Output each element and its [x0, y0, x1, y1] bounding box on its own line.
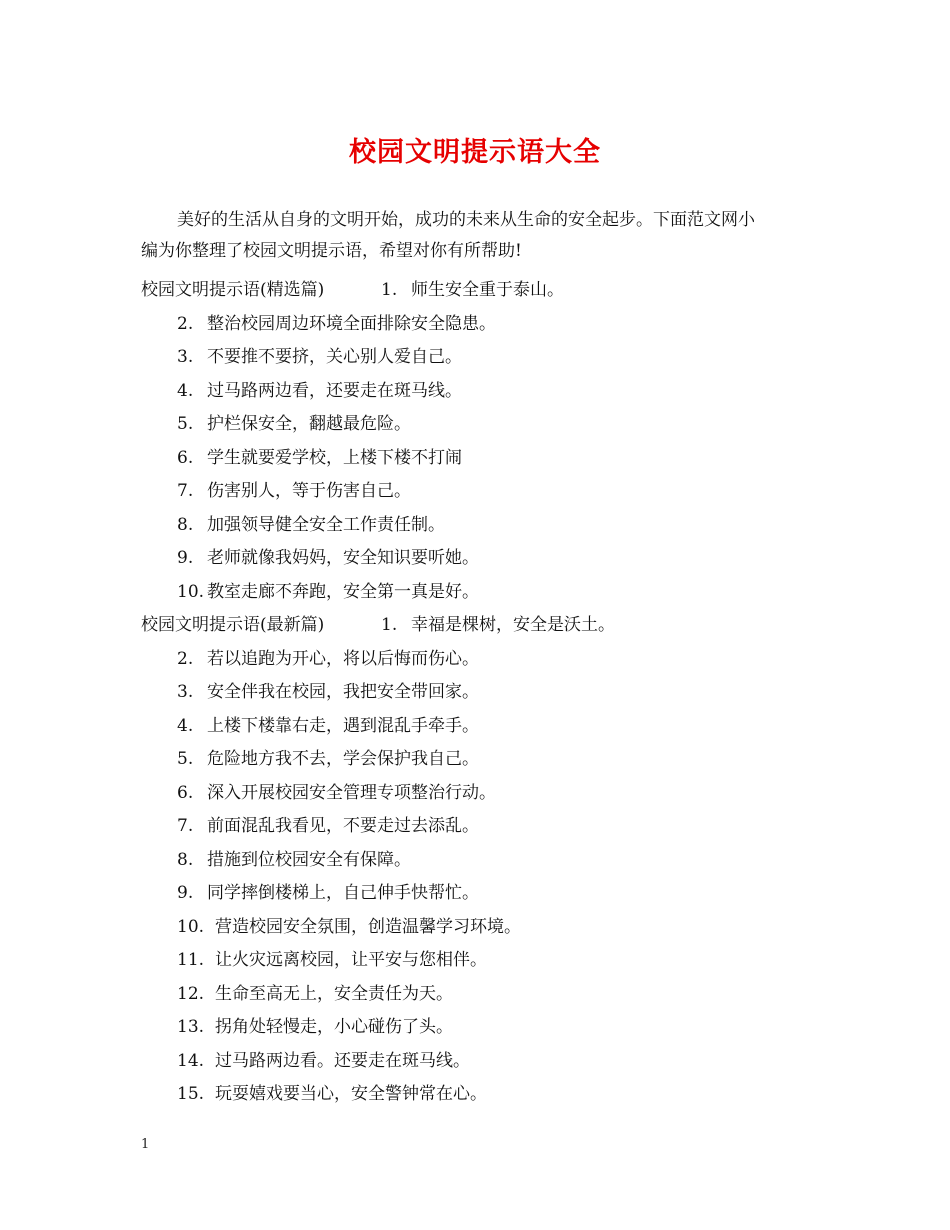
list-item: 14. 过马路两边看。还要走在斑马线。 — [177, 1050, 470, 1071]
list-item: 6. 学生就要爱学校，上楼下楼不打闹 — [177, 447, 462, 468]
list-item: 10. 营造校园安全氛围，创造温馨学习环境。 — [177, 916, 521, 937]
list-item: 9. 老师就像我妈妈，安全知识要听她。 — [177, 548, 479, 568]
page-number: 1 — [141, 1137, 150, 1152]
list-item: 13. 拐角处轻慢走，小心碰伤了头。 — [177, 1017, 453, 1037]
list-item: 8. 措施到位校园安全有保障。 — [177, 849, 411, 870]
section-selected — [141, 274, 841, 609]
intro-line: 编为你整理了校园文明提示语，希望对你有所帮助! — [141, 241, 522, 261]
section-heading: 校园文明提示语(最新篇) — [141, 615, 325, 635]
list-item: 2. 若以追跑为开心，将以后悔而伤心。 — [177, 648, 479, 669]
list-item: 3. 安全伴我在校园，我把安全带回家。 — [177, 682, 479, 702]
list-item: 11. 让火灾远离校园，让平安与您相伴。 — [177, 950, 487, 970]
list-item: 1. 师生安全重于泰山。 — [381, 280, 564, 300]
list-item: 10. 教室走廊不奔跑，安全第一真是好。 — [177, 581, 479, 602]
list-item: 6. 深入开展校园安全管理专项整治行动。 — [177, 782, 496, 803]
list-item: 4. 上楼下楼靠右走，遇到混乱手牵手。 — [177, 715, 479, 736]
list-item: 5. 危险地方我不去，学会保护我自己。 — [177, 749, 479, 769]
section-heading: 校园文明提示语(精选篇) — [141, 280, 325, 300]
list-item: 9. 同学摔倒楼梯上，自己伸手快帮忙。 — [177, 883, 479, 903]
list-item: 8. 加强领导健全安全工作责任制。 — [177, 514, 445, 535]
list-item: 3. 不要推不要挤，关心别人爱自己。 — [177, 347, 462, 367]
document-title: 校园文明提示语大全 — [349, 137, 601, 168]
section-latest — [141, 609, 841, 1112]
list-item: 15. 玩耍嬉戏要当心，安全警钟常在心。 — [177, 1084, 487, 1104]
intro-paragraph — [141, 205, 821, 267]
list-item: 5. 护栏保安全，翻越最危险。 — [177, 414, 411, 434]
intro-line: 美好的生活从自身的文明开始，成功的未来从生命的安全起步。下面范文网小 — [177, 210, 755, 230]
section-heading-line — [141, 609, 841, 643]
list-item: 4. 过马路两边看，还要走在斑马线。 — [177, 380, 462, 401]
section-heading-line — [141, 274, 841, 308]
list-item: 7. 前面混乱我看见，不要走过去添乱。 — [177, 816, 479, 836]
list-item: 12. 生命至高无上，安全责任为天。 — [177, 983, 453, 1004]
list-item: 1. 幸福是棵树，安全是沃土。 — [381, 615, 615, 635]
list-item: 7. 伤害别人，等于伤害自己。 — [177, 481, 411, 501]
list-item: 2. 整治校园周边环境全面排除安全隐患。 — [177, 313, 496, 334]
